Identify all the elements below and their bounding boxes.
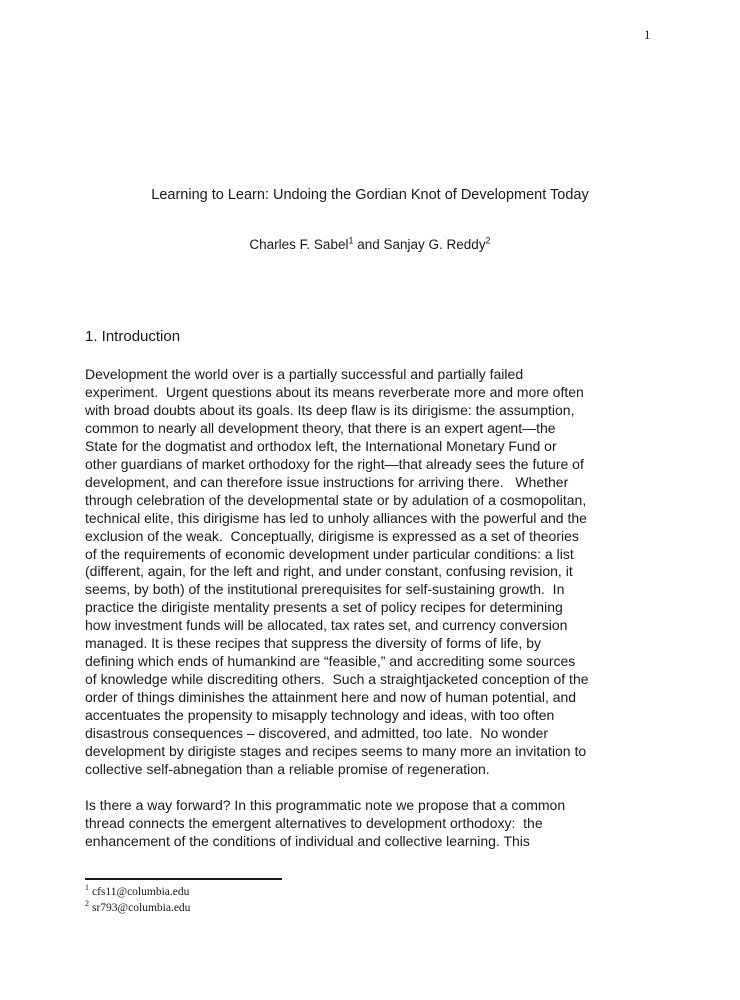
footnote-marker: 2 <box>85 898 89 908</box>
text-line: exclusion of the weak. Conceptually, dirigisme is expressed as a set of theories <box>85 527 579 544</box>
paper-title: Learning to Learn: Undoing the Gordian Knot of Development Today <box>151 187 589 203</box>
author-2-footnote-ref: 2 <box>485 235 491 246</box>
text-line: accentuates the propensity to misapply technology and ideas, with too often <box>85 707 555 724</box>
text-line: how investment funds will be allocated, tax rates set, and currency conversion <box>85 617 568 634</box>
text-line: through celebration of the developmental state or by adulation of a cosmopolitan, <box>85 491 587 508</box>
footnote-marker: 1 <box>85 883 89 893</box>
footnote-separator-rule <box>85 878 282 880</box>
author-2-name: Sanjay G. Reddy <box>383 237 486 252</box>
section-heading: 1. Introduction <box>85 328 181 345</box>
footnote-area <box>85 885 190 916</box>
paragraph-1 <box>85 366 665 779</box>
author-1-name: Charles F. Sabel <box>249 237 349 252</box>
footnote-email: cfs11@columbia.edu <box>92 886 190 898</box>
text-line: seems, by both) of the institutional prerequisites for self-sustaining growth. In <box>85 581 565 598</box>
text-line: Development the world over is a partially successful and partially failed <box>85 366 524 382</box>
text-line: Is there a way forward? In this programmatic note we propose that a common <box>85 797 566 813</box>
paragraph-2 <box>85 797 665 851</box>
text-line: enhancement of the conditions of individual and collective learning. This <box>85 832 530 849</box>
authors-connector: and <box>353 237 384 252</box>
text-line: (different, again, for the left and right, and under constant, confusing revision, it <box>85 563 573 580</box>
text-line: development by dirigiste stages and recipes seems to many more an invitation to <box>85 743 587 760</box>
footnote-item <box>85 898 191 917</box>
text-line: managed. It is these recipes that suppress the diversity of forms of life, by <box>85 635 541 652</box>
text-line: technical elite, this dirigisme has led to unholy alliances with the powerful and the <box>85 509 587 526</box>
footnote-item <box>85 885 190 901</box>
author-1-footnote-ref: 1 <box>348 235 354 246</box>
text-line: order of things diminishes the attainment here and now of human potential, and <box>85 689 577 706</box>
text-line: with broad doubts about its goals. Its deep flaw is its dirigisme: the assumption, <box>85 401 575 418</box>
footnote-email: sr793@columbia.edu <box>92 901 191 914</box>
text-line: collective self-abnegation than a reliable promise of regeneration. <box>85 760 490 777</box>
text-line: of the requirements of economic development under particular conditions: a list <box>85 545 574 562</box>
text-line: disastrous consequences – discovered, and admitted, too late. No wonder <box>85 725 549 742</box>
text-line: defining which ends of humankind are “feasible,” and accrediting some sources <box>85 653 576 670</box>
authors-line <box>0 237 740 252</box>
text-line: thread connects the emergent alternatives to development orthodoxy: the <box>85 814 543 831</box>
text-line: practice the dirigiste mentality presents a set of policy recipes for determining <box>85 599 563 616</box>
text-line: other guardians of market orthodoxy for the right—that already sees the future of <box>85 455 584 472</box>
text-line: development, and can therefore issue instructions for arriving there. Whether <box>85 473 569 490</box>
text-line: experiment. Urgent questions about its means reverberate more and more often <box>85 383 584 400</box>
text-line: common to nearly all development theory, that there is an expert agent—the <box>85 419 556 436</box>
page-number: 1 <box>644 27 651 42</box>
text-line: State for the dogmatist and orthodox left, the International Monetary Fund or <box>85 437 557 454</box>
text-line: of knowledge while discrediting others. Such a straightjacketed conception of the <box>85 671 589 688</box>
